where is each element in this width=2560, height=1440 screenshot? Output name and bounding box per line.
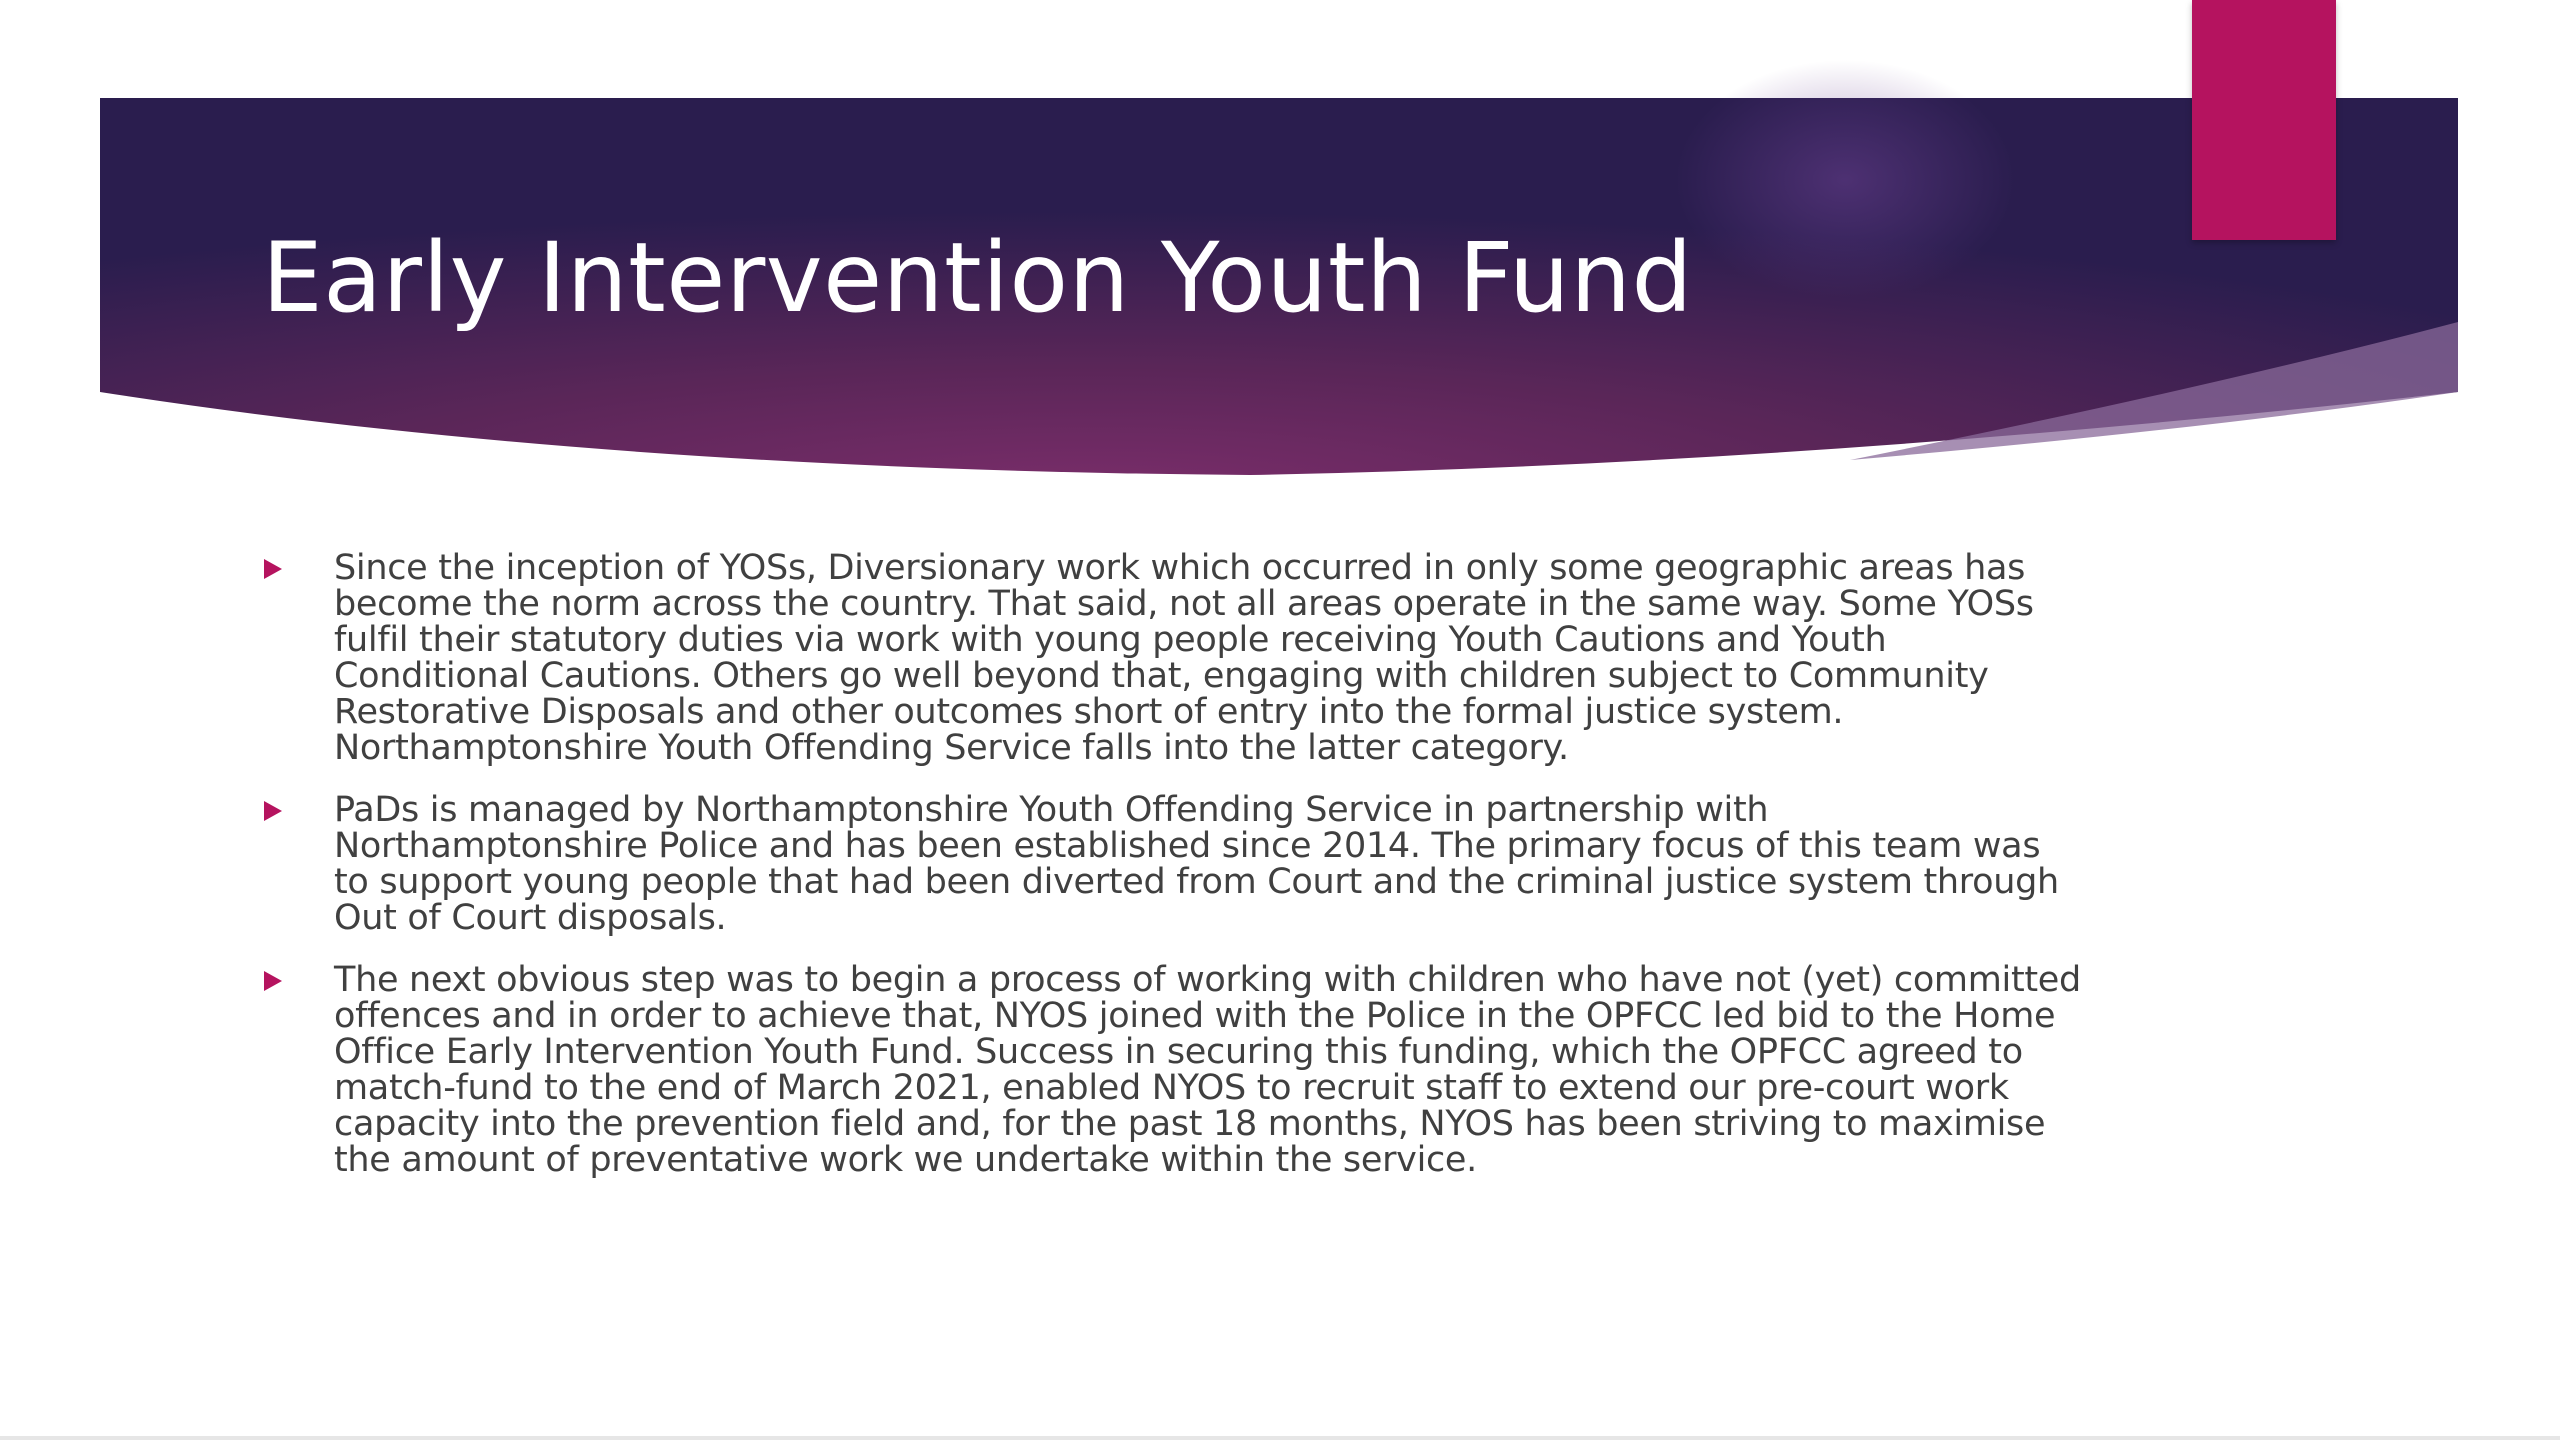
bullet-list [262,550,2082,1204]
bullet-arrow-icon [264,559,282,579]
bullet-text: Since the inception of YOSs, Diversionary work which occurred in only some geographic areas has become the norm across the country. That said, not all areas operate in the same way. Some YOSs fulfil their statutory duties via work with young people receiving Youth Cautions and Youth Conditional Cautions. Others go well beyond that, engaging with children subject to Community Restorative Disposals and other outcomes short of entry into the formal justice system. Northamptonshire Youth Offending Service falls into the latter category. [334,548,2034,768]
slide-bottom-edge [0,1436,2560,1440]
bullet-arrow-icon [264,801,282,821]
bullet-item [262,550,2082,766]
bullet-item [262,962,2082,1178]
bullet-text: PaDs is managed by Northamptonshire Youth Offending Service in partnership with Northamptonshire Police and has been established since 2014. The primary focus of this team was to support young people that had been diverted from Court and the criminal justice system through Out of Court disposals. [334,790,2059,938]
bullet-arrow-icon [264,971,282,991]
slide-title: Early Intervention Youth Fund [262,222,1693,334]
accent-tab [2192,0,2336,240]
bullet-item [262,792,2082,936]
bullet-text: The next obvious step was to begin a process of working with children who have not (yet) committed offences and in order to achieve that, NYOS joined with the Police in the OPFCC led bid to the Home Office Early Intervention Youth Fund. Success in securing this funding, which the OPFCC agreed to match-fund to the end of March 2021, enabled NYOS to recruit staff to extend our pre-court work capacity into the prevention field and, for the past 18 months, NYOS has been striving to maximise the amount of preventative work we undertake within the service. [334,960,2081,1180]
